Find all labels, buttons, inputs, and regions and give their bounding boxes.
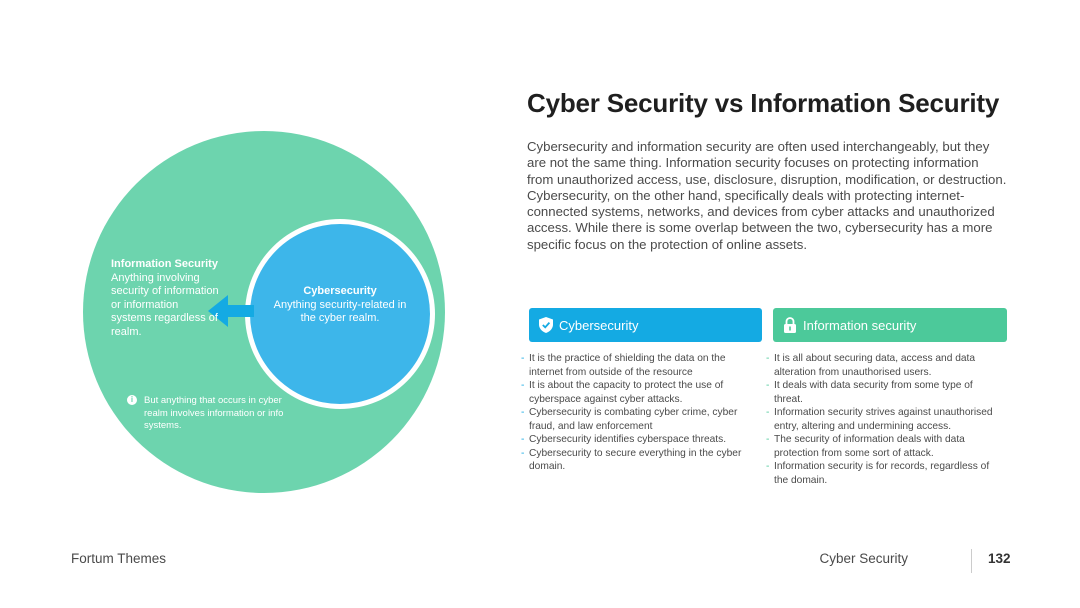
information-security-bullets bbox=[766, 352, 1002, 487]
information-security-card-label: Information security bbox=[803, 317, 917, 333]
list-item: - Cybersecurity identifies cyberspace threats. bbox=[521, 434, 727, 445]
list-item: - Information security strives against unauthorised entry, altering and undermining access. bbox=[766, 407, 993, 432]
information-security-card-header bbox=[773, 308, 1007, 342]
list-item: - Information security is for records, regardless of the domain. bbox=[766, 461, 990, 486]
list-item-text: It deals with data security from some type of threat. bbox=[774, 380, 973, 405]
information-security-desc: Anything involving security of information or information systems regardless of realm. bbox=[111, 271, 219, 338]
list-item: - It is all about securing data, access and data alteration from unauthorised users. bbox=[766, 353, 976, 378]
cybersecurity-desc: Anything security-related in the cyber realm. bbox=[273, 298, 407, 324]
list-item-text: Cybersecurity is combating cyber crime, cyber fraud, and law enforcement bbox=[529, 407, 738, 432]
page-number: 132 bbox=[988, 551, 1011, 566]
information-security-label bbox=[111, 258, 221, 340]
info-icon: i bbox=[127, 395, 137, 405]
list-item: - Cybersecurity to secure everything in the cyber domain. bbox=[521, 447, 742, 472]
list-item: - It deals with data security from some type of threat. bbox=[766, 380, 973, 405]
list-item-text: It is all about securing data, access and data alteration from unauthorised users. bbox=[774, 353, 976, 378]
list-item-text: It is about the capacity to protect the use of cyberspace against cyber attacks. bbox=[529, 380, 724, 405]
list-item: - The security of information deals with data protection from some sort of attack. bbox=[766, 434, 965, 459]
cybersecurity-card-label: Cybersecurity bbox=[559, 317, 639, 333]
cybersecurity-title: Cybersecurity bbox=[303, 285, 377, 297]
list-item-text: Information security is for records, regardless of the domain. bbox=[774, 461, 990, 486]
list-item-text: Cybersecurity identifies cyberspace threats. bbox=[529, 434, 727, 445]
diagram-note bbox=[127, 395, 287, 433]
intro-paragraph: Cybersecurity and information security are often used interchangeably, but they are not the same thing. Information security focuses on protecting information from unauthorized access, use, disclosure, disruption, modification, or destruction. Cybersecurity, on the other hand, specifically deals with protecting internet-connected systems, networks, and devices from cyber attacks and unauthorized access. While there is some overlap between the two, cybersecurity has a more specific focus on the protection of online assets. bbox=[527, 139, 1007, 252]
list-item: - It is the practice of shielding the data on the internet from outside of the resource bbox=[521, 353, 726, 378]
footer-brand: Fortum Themes bbox=[71, 551, 167, 566]
note-text: But anything that occurs in cyber realm involves information or info systems. bbox=[144, 395, 284, 431]
list-item-text: Cybersecurity to secure everything in the cyber domain. bbox=[529, 447, 742, 472]
list-item-text: The security of information deals with data protection from some sort of attack. bbox=[774, 434, 965, 459]
list-item: - Cybersecurity is combating cyber crime, cyber fraud, and law enforcement bbox=[521, 407, 738, 432]
slide-title: Cyber Security vs Information Security bbox=[527, 88, 1000, 118]
cybersecurity-card-header bbox=[529, 308, 762, 342]
lock-icon bbox=[783, 317, 797, 333]
footer-section: Cyber Security bbox=[819, 551, 908, 566]
list-item-text: It is the practice of shielding the data on the internet from outside of the resource bbox=[529, 353, 726, 378]
list-item-text: Information security strives against unauthorised entry, altering and undermining access. bbox=[774, 407, 993, 432]
list-item: - It is about the capacity to protect the use of cyberspace against cyber attacks. bbox=[521, 380, 724, 405]
footer-divider bbox=[971, 549, 972, 573]
information-security-title: Information Security bbox=[111, 258, 218, 270]
cybersecurity-bullets bbox=[521, 352, 757, 474]
shield-check-icon bbox=[539, 317, 553, 333]
cybersecurity-label bbox=[270, 285, 410, 326]
